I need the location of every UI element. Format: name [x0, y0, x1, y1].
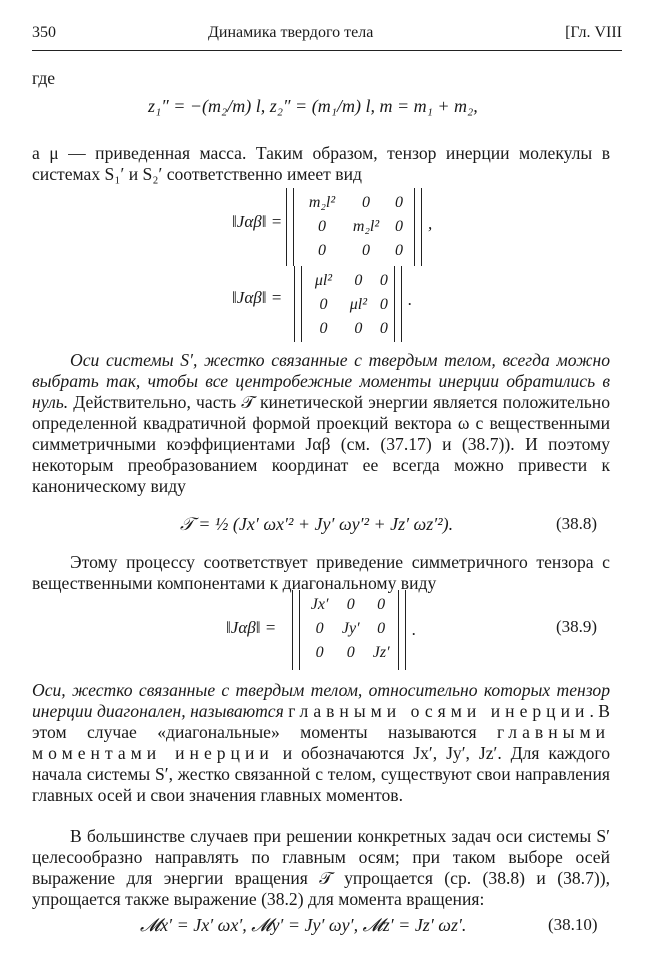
- matrix3-lhs: ‖Jαβ‖ =: [226, 618, 277, 637]
- paragraph-process: Этому процессу соответствует приведение симметричного тензора с вещественными компонентами к диагональному виду: [32, 552, 610, 593]
- axes-explanation: Действительно, часть 𝒯 кинетической энергии является положительно определенной квадратичной формой проекций вектора ω с вещественными симметричными коэффициентами Jαβ (см. (37.17) и (38.7)). И поэтому некоторым преобразованием координат ее всегда можно привести к каноническому виду: [32, 392, 610, 496]
- paragraph-reduced-mass: а μ — приведенная масса. Таким образом, тензор инерции молекулы в системах S₁′ и S₂′ соответственно имеет вид: [32, 143, 610, 184]
- m1-cell: 0: [362, 194, 370, 211]
- m1-cell: m₂l²: [308, 194, 336, 211]
- m3-cell: 0: [377, 596, 386, 613]
- m2-cell: 0: [379, 296, 388, 313]
- m2-cell: 0: [354, 272, 363, 289]
- m1-cell: 0: [362, 242, 370, 259]
- matrix2: [294, 266, 406, 342]
- matrix3-grid: [304, 593, 396, 665]
- chapter-label: [Гл. VIII: [565, 24, 622, 41]
- matrix1-left-bar: [286, 188, 294, 266]
- m3-cell: Jy′: [341, 620, 360, 637]
- matrix2-right-bar: [394, 266, 402, 342]
- term-principal-moments: главными моментами инерции: [32, 722, 610, 763]
- matrix2-trail: .: [408, 290, 413, 309]
- term-principal-axes: главными осями инерции: [288, 701, 590, 721]
- matrix2-grid: [306, 269, 392, 341]
- paragraph-axes: [32, 350, 610, 497]
- matrix1-lhs: ‖Jαβ‖ =: [232, 212, 283, 231]
- m1-cell: 0: [395, 218, 403, 235]
- equation-38-8: 𝒯 = ½ (Jx′ ωx′² + Jy′ ωy′² + Jz′ ωz′²).: [180, 514, 454, 534]
- running-title: Динамика твердого тела: [208, 24, 374, 41]
- m2-cell: μl²: [349, 296, 367, 313]
- matrix3-right-bar: [398, 590, 406, 670]
- principal-text-1: . В этом случае «диагональные» моменты называются: [32, 701, 610, 742]
- axes-italic-statement: Оси системы S′, жестко связанные с твердым телом, всегда можно выбрать так, чтобы все центробежные моменты инерции обратились в нуль.: [32, 350, 610, 412]
- m2-cell: 0: [379, 272, 388, 289]
- page-number: 350: [32, 24, 56, 41]
- header-rule: [32, 50, 622, 51]
- matrix3-left-bar: [292, 590, 300, 670]
- m3-cell: Jx′: [310, 596, 329, 613]
- m3-cell: 0: [315, 620, 324, 637]
- m3-cell: 0: [346, 644, 355, 661]
- matrix1-trail: ,: [428, 214, 433, 233]
- equation-38-10-number: (38.10): [548, 915, 598, 934]
- matrix1: [286, 188, 426, 266]
- intro-word: где: [32, 68, 56, 88]
- m1-cell: 0: [395, 194, 403, 211]
- matrix3: [292, 590, 410, 670]
- matrix1-right-bar: [414, 188, 422, 266]
- equation-38-8-number: (38.8): [556, 514, 598, 533]
- m3-cell: 0: [377, 620, 386, 637]
- principal-italic-definition: Оси, жестко связанные с твердым телом, относительно которых тензор инерции диагонален, называются: [32, 680, 610, 721]
- m3-cell: Jz′: [372, 644, 390, 661]
- matrix2-left-bar: [294, 266, 302, 342]
- principal-text-2: и обозначаются Jx′, Jy′, Jz′. Для каждого начала системы S′, жестко связанной с телом, существуют свои направления главных осей и свои значения главных моментов.: [32, 743, 610, 805]
- matrix1-grid: [300, 191, 410, 263]
- m3-cell: 0: [346, 596, 355, 613]
- m2-cell: 0: [379, 320, 388, 337]
- equation-38-9-number: (38.9): [556, 617, 598, 636]
- paragraph-principal-axes: [32, 680, 610, 806]
- m1-cell: 0: [395, 242, 403, 259]
- m1-cell: m₂l²: [352, 218, 380, 235]
- paragraph-most-cases: В большинстве случаев при решении конкретных задач оси системы S′ целесообразно направлять по главным осям; при таком выборе осей выражение для энергии вращения 𝒯 упрощается (ср. (38.8) и (38.7)), упрощается также выражение (38.2) для момента вращения:: [32, 826, 610, 909]
- matrix2-lhs: ‖Jαβ‖ =: [232, 288, 283, 307]
- m1-cell: 0: [318, 242, 326, 259]
- m1-cell: 0: [318, 218, 326, 235]
- running-header: [32, 24, 622, 48]
- m2-cell: μl²: [314, 272, 333, 289]
- m2-cell: 0: [354, 320, 363, 337]
- matrix3-trail: .: [412, 620, 417, 639]
- m2-cell: 0: [319, 320, 328, 337]
- m3-cell: 0: [315, 644, 324, 661]
- equation-38-10: 𝓜x′ = Jx′ ωx′, 𝓜y′ = Jy′ ωy′, 𝓜z′ = Jz′ ωz′.: [140, 915, 467, 935]
- m2-cell: 0: [319, 296, 328, 313]
- equation-masses: z₁″ = −(m₂/m) l, z₂″ = (m₁/m) l, m = m₁ + m₂,: [148, 96, 478, 116]
